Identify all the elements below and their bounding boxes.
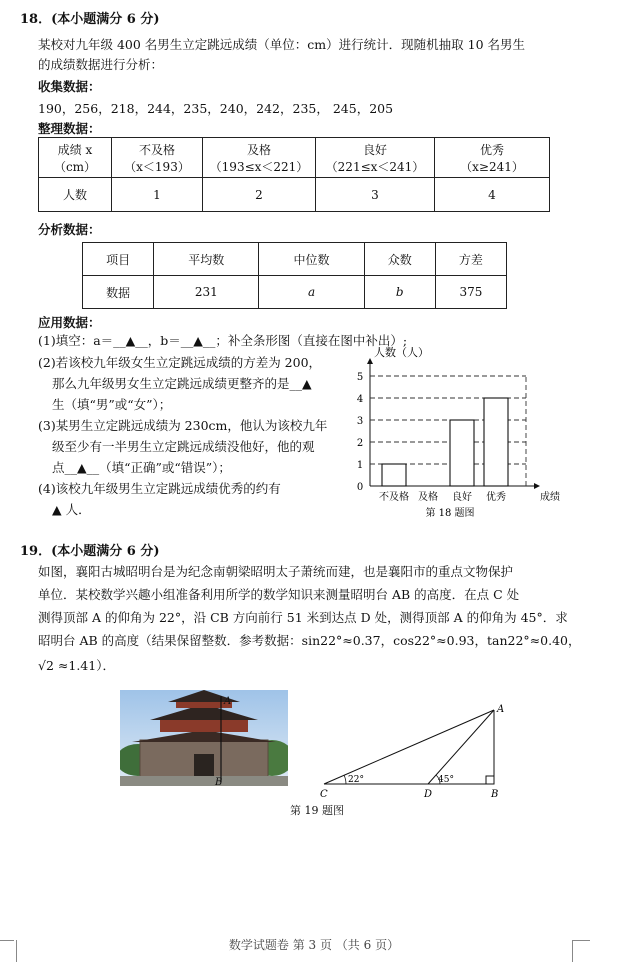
part3-line2: 级至少有一半男生立定跳远成绩没他好，他的观 xyxy=(52,439,315,454)
table2-cell: 375 xyxy=(435,276,506,309)
q18-header: 18．(本小题满分 6 分) xyxy=(20,12,160,27)
segment-ca xyxy=(324,710,494,784)
q19-line5: √2 ≈1.41）． xyxy=(38,658,115,673)
table1-count: 3 xyxy=(316,178,435,212)
y-tick-label: 3 xyxy=(356,416,364,427)
q19-line2: 单位．某校数学兴趣小组准备利用所学的数学知识来测量昭明台 AB 的高度．在点 C 处 xyxy=(38,587,520,602)
table2-header: 中位数 xyxy=(259,243,364,276)
y-axis-arrow xyxy=(367,358,373,364)
bar xyxy=(382,464,406,486)
table2-header: 方差 xyxy=(435,243,506,276)
x-tick-label: 及格 xyxy=(418,492,438,503)
triangle-diagram xyxy=(316,700,516,800)
table2-cell: a xyxy=(259,276,364,309)
part4-line1: (4)该校九年级男生立定跳远成绩优秀的约有 xyxy=(38,481,281,496)
table1-header-good: 良好 （221≤x＜241） xyxy=(316,138,435,178)
part3-line1: (3)某男生立定跳远成绩为 230cm，他认为该校九年 xyxy=(38,418,328,433)
table1-count: 2 xyxy=(203,178,316,212)
apply-title: 应用数据： xyxy=(38,315,101,330)
x-tick-label: 良好 xyxy=(452,492,472,503)
point-d-label: D xyxy=(424,789,433,800)
table1-header-excellent: 优秀 （x≥241） xyxy=(435,138,550,178)
part4-line2: ▲ 人． xyxy=(52,502,91,517)
q18-figure-caption: 第 18 题图 xyxy=(425,508,475,519)
q18-intro-line2: 的成绩数据进行分析： xyxy=(38,57,164,72)
table1-row-label: 人数 xyxy=(39,178,112,212)
bar xyxy=(450,420,474,486)
table1-count: 1 xyxy=(112,178,203,212)
q18-intro-line1: 某校对九年级 400 名男生立定跳远成绩（单位：cm）进行统计．现随机抽取 10 名男生 xyxy=(38,37,526,52)
angle-c-arc xyxy=(344,775,346,784)
part2-line1: (2)若该校九年级女生立定跳远成绩的方差为 200， xyxy=(38,355,322,370)
zhaoming-tower-photo xyxy=(120,690,288,786)
bar-chart xyxy=(340,344,570,520)
part2-line3: 生（填“男”或“女”）； xyxy=(52,397,172,412)
right-angle-mark xyxy=(486,776,494,784)
y-tick-label: 4 xyxy=(356,394,364,405)
y-tick-label: 1 xyxy=(356,460,364,471)
point-c-label: C xyxy=(320,789,328,800)
table2-cell: 231 xyxy=(154,276,259,309)
x-tick-label: 不及格 xyxy=(379,492,409,503)
page-footer: 数学试题卷 第 3 页 （共 6 页） xyxy=(228,938,400,952)
q19-line3: 测得顶部 A 的仰角为 22°，沿 CB 方向前行 51 米到达点 D 处，测得顶部 A 的仰角为 45°．求 xyxy=(38,610,568,625)
q19-line1: 如图，襄阳古城昭明台是为纪念南朝梁昭明太子萧统而建，也是襄阳市的重点文物保护 xyxy=(38,564,514,579)
y-tick-label: 0 xyxy=(356,482,364,493)
q19-figure-caption: 第 19 题图 xyxy=(290,804,344,817)
x-axis-arrow xyxy=(534,483,540,489)
y-tick-label: 2 xyxy=(356,438,364,449)
organize-title: 整理数据： xyxy=(38,121,101,136)
point-b-label: B xyxy=(491,789,499,800)
table2-cell: b xyxy=(364,276,435,309)
bar xyxy=(484,398,508,486)
table1-header-fail: 不及格 （x＜193） xyxy=(112,138,203,178)
x-tick-label: 优秀 xyxy=(486,492,506,503)
y-axis-label: 人数（人） xyxy=(374,346,429,359)
statistics-table xyxy=(82,242,507,309)
table1-count: 4 xyxy=(435,178,550,212)
q19-header: 19．(本小题满分 6 分) xyxy=(20,544,160,559)
part1: (1)填空：a＝__▲__，b＝__▲__；补全条形图（直接在图中补出）; xyxy=(38,333,408,348)
photo-label-b: B xyxy=(215,777,223,786)
table2-header: 众数 xyxy=(364,243,435,276)
angle-c-label: 22° xyxy=(348,775,364,785)
frequency-table xyxy=(38,137,550,212)
photo-label-a: A xyxy=(224,696,232,707)
y-tick-label: 5 xyxy=(356,372,364,383)
table2-header: 平均数 xyxy=(154,243,259,276)
collect-title: 收集数据： xyxy=(38,79,101,94)
table2-cell: 数据 xyxy=(83,276,154,309)
part3-line3: 点__▲__（填“正确”或“错误”）； xyxy=(52,460,231,475)
point-a-label: A xyxy=(497,704,505,715)
table1-header-pass: 及格 （193≤x＜221） xyxy=(203,138,316,178)
segment-da xyxy=(428,710,494,784)
analyze-title: 分析数据： xyxy=(38,222,101,237)
table1-header-score: 成绩 x （cm） xyxy=(39,138,112,178)
data-line: 190，256，218，244，235，240，242，235， 245，205 xyxy=(38,101,394,116)
q19-line4: 昭明台 AB 的高度（结果保留整数．参考数据：sin22°≈0.37，cos22°≈0.93，tan22°≈0.40， xyxy=(38,633,581,648)
angle-d-label: 45° xyxy=(438,775,454,785)
x-axis-label: 成绩 xyxy=(540,492,560,503)
table2-header: 项目 xyxy=(83,243,154,276)
part2-line2: 那么九年级男女生立定跳远成绩更整齐的是__▲ xyxy=(52,376,312,391)
